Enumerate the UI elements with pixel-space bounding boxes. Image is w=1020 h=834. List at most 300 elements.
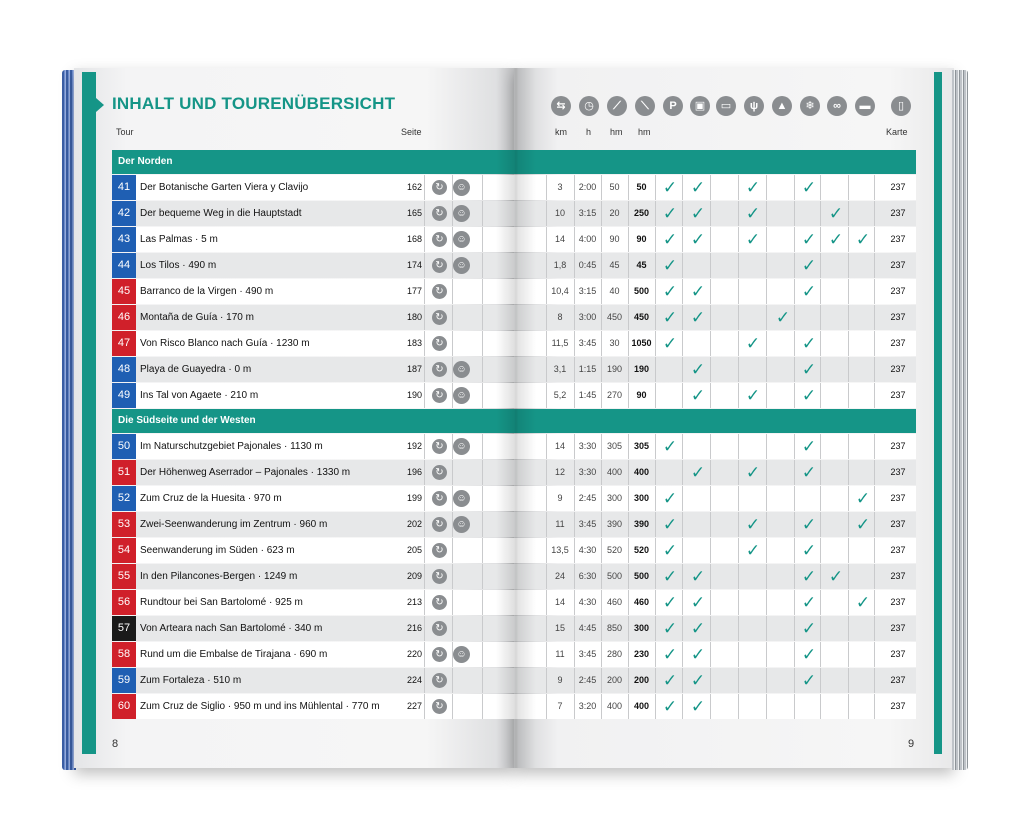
tour-number: 45 <box>112 279 136 304</box>
checkmark-icon: ✓ <box>662 697 678 716</box>
column-divider <box>482 668 483 693</box>
tour-karte: 237 <box>890 208 906 218</box>
route-type-icon: ↻ <box>432 673 447 688</box>
tour-hm2: 450 <box>633 312 650 322</box>
column-divider <box>794 486 795 511</box>
tour-number: 60 <box>112 694 136 719</box>
tour-hm1: 520 <box>606 545 623 555</box>
checkmark-icon: ✓ <box>690 697 706 716</box>
tour-name: Seenwanderung im Süden · 623 m <box>140 545 295 556</box>
column-divider <box>794 460 795 485</box>
tour-hm1: 305 <box>606 441 623 451</box>
tour-hm1: 45 <box>609 260 620 270</box>
column-divider <box>848 279 849 304</box>
checkmark-icon: ✓ <box>801 541 817 560</box>
tour-km: 3 <box>557 182 563 192</box>
column-divider <box>794 383 795 408</box>
column-divider <box>424 590 425 615</box>
tour-hm2: 460 <box>633 597 650 607</box>
column-divider <box>738 279 739 304</box>
tour-number: 52 <box>112 486 136 511</box>
checkmark-icon: ✓ <box>801 567 817 586</box>
column-divider <box>794 253 795 278</box>
column-divider <box>655 538 656 563</box>
page-title: INHALT UND TOURENÜBERSICHT <box>112 94 396 113</box>
tour-km: 14 <box>554 441 565 451</box>
column-divider <box>738 486 739 511</box>
column-divider <box>655 486 656 511</box>
tour-name: Der Höhenweg Aserrador – Pajonales · 1330 m <box>140 467 351 478</box>
column-divider <box>848 305 849 330</box>
column-divider <box>424 564 425 589</box>
tour-hm1: 390 <box>606 519 623 529</box>
checkmark-icon: ✓ <box>801 463 817 482</box>
column-divider <box>655 253 656 278</box>
tour-hm1: 40 <box>609 286 620 296</box>
column-divider <box>766 201 767 226</box>
tour-page: 165 <box>406 208 422 218</box>
tour-karte: 237 <box>890 623 906 633</box>
column-divider <box>655 279 656 304</box>
column-divider <box>482 512 483 537</box>
column-divider <box>794 357 795 382</box>
kids-bear-icon: ☺ <box>453 646 470 663</box>
checkmark-icon: ✓ <box>855 515 871 534</box>
tour-hm2: 400 <box>633 701 650 711</box>
column-divider <box>766 486 767 511</box>
tour-h: 3:30 <box>578 441 597 451</box>
tour-page: 202 <box>406 519 422 529</box>
tour-hm1: 190 <box>606 364 623 374</box>
tour-hm2: 300 <box>633 623 650 633</box>
column-divider <box>424 512 425 537</box>
column-divider <box>424 175 425 200</box>
tour-km: 1,8 <box>553 260 567 270</box>
header-tour: Tour <box>116 127 134 137</box>
column-divider <box>738 668 739 693</box>
column-divider <box>452 279 453 304</box>
tour-km: 10 <box>554 208 565 218</box>
checkmark-icon: ✓ <box>801 334 817 353</box>
tour-h: 3:45 <box>578 338 597 348</box>
column-divider <box>452 616 453 641</box>
checkmark-icon: ✓ <box>775 308 791 327</box>
column-divider <box>794 331 795 356</box>
checkmark-icon: ✓ <box>690 645 706 664</box>
tour-number: 48 <box>112 357 136 382</box>
column-divider <box>710 253 711 278</box>
checkmark-icon: ✓ <box>662 256 678 275</box>
kids-bear-icon: ☺ <box>453 438 470 455</box>
checkmark-icon: ✓ <box>662 567 678 586</box>
column-divider <box>794 564 795 589</box>
column-divider <box>738 434 739 459</box>
tour-name: Las Palmas · 5 m <box>140 234 218 245</box>
tour-page: 213 <box>406 597 422 607</box>
tour-page: 187 <box>406 364 422 374</box>
column-divider <box>424 227 425 252</box>
column-divider <box>848 331 849 356</box>
kids-bear-icon: ☺ <box>453 179 470 196</box>
tour-km: 11 <box>555 519 565 529</box>
route-type-icon: ↻ <box>432 543 447 558</box>
route-type-icon: ↻ <box>432 258 447 273</box>
tour-page: 196 <box>406 467 422 477</box>
tour-page: 177 <box>406 286 422 296</box>
column-divider <box>766 434 767 459</box>
column-divider <box>452 331 453 356</box>
column-divider <box>738 642 739 667</box>
checkmark-icon: ✓ <box>662 515 678 534</box>
column-divider <box>874 279 875 304</box>
checkmark-icon: ✓ <box>801 645 817 664</box>
tour-name: Rund um die Embalse de Tirajana · 690 m <box>140 649 328 660</box>
cable-car-icon: ▭ <box>716 96 736 116</box>
column-divider <box>655 305 656 330</box>
column-divider <box>452 694 453 719</box>
column-divider <box>682 383 683 408</box>
route-type-icon: ↻ <box>432 517 447 532</box>
column-divider <box>794 668 795 693</box>
column-divider <box>655 512 656 537</box>
tour-km: 5,2 <box>553 390 567 400</box>
checkmark-icon: ✓ <box>690 386 706 405</box>
kids-bear-icon: ☺ <box>453 205 470 222</box>
column-divider <box>820 201 821 226</box>
column-divider <box>482 279 483 304</box>
clock-icon: ◷ <box>579 96 599 116</box>
checkmark-icon: ✓ <box>690 593 706 612</box>
page-number-right: 9 <box>908 738 915 750</box>
checkmark-icon: ✓ <box>690 204 706 223</box>
column-divider <box>738 590 739 615</box>
column-divider <box>424 668 425 693</box>
column-divider <box>766 253 767 278</box>
checkmark-icon: ✓ <box>690 567 706 586</box>
column-divider <box>820 305 821 330</box>
column-divider <box>848 486 849 511</box>
route-type-icon: ↻ <box>432 388 447 403</box>
header-hm-up: hm <box>610 127 623 137</box>
checkmark-icon: ✓ <box>745 515 761 534</box>
column-divider <box>738 175 739 200</box>
tour-karte: 237 <box>890 701 906 711</box>
column-divider <box>848 434 849 459</box>
column-divider <box>655 357 656 382</box>
tour-h: 3:20 <box>578 701 597 711</box>
column-divider <box>655 694 656 719</box>
tour-hm2: 250 <box>633 208 650 218</box>
column-divider <box>766 668 767 693</box>
tour-name: Zum Cruz de Siglio · 950 m und ins Mühlental · 770 m <box>140 701 380 712</box>
tour-hm2: 400 <box>633 467 650 477</box>
column-divider <box>655 642 656 667</box>
tour-h: 3:45 <box>578 649 597 659</box>
tour-number: 51 <box>112 460 136 485</box>
column-divider <box>710 486 711 511</box>
checkmark-icon: ✓ <box>662 437 678 456</box>
checkmark-icon: ✓ <box>745 541 761 560</box>
tour-km: 10,4 <box>551 286 569 296</box>
checkmark-icon: ✓ <box>828 230 844 249</box>
tour-name: Playa de Guayedra · 0 m <box>140 364 252 375</box>
tour-h: 3:15 <box>578 286 597 296</box>
tour-hm2: 90 <box>636 390 647 400</box>
tour-hm1: 500 <box>606 571 623 581</box>
tour-hm1: 200 <box>606 675 623 685</box>
column-divider <box>874 253 875 278</box>
header-seite: Seite <box>401 127 422 137</box>
checkmark-icon: ✓ <box>745 463 761 482</box>
tour-karte: 237 <box>890 260 906 270</box>
tour-hm2: 190 <box>633 364 650 374</box>
header-hm-down: hm <box>638 127 651 137</box>
checkmark-icon: ✓ <box>690 619 706 638</box>
kids-bear-icon: ☺ <box>453 387 470 404</box>
column-divider <box>738 357 739 382</box>
tour-karte: 237 <box>890 364 906 374</box>
tour-karte: 237 <box>890 312 906 322</box>
title-arrow-icon <box>96 98 104 112</box>
tour-page: 216 <box>406 623 422 633</box>
tour-karte: 237 <box>890 597 906 607</box>
column-divider <box>766 460 767 485</box>
column-divider <box>710 538 711 563</box>
header-karte: Karte <box>886 127 908 137</box>
column-divider <box>738 564 739 589</box>
column-divider <box>655 331 656 356</box>
tour-number: 57 <box>112 616 136 641</box>
left-accent-bar <box>82 72 96 754</box>
checkmark-icon: ✓ <box>662 593 678 612</box>
tour-karte: 237 <box>890 545 906 555</box>
tour-h: 0:45 <box>578 260 597 270</box>
checkmark-icon: ✓ <box>801 282 817 301</box>
column-divider <box>424 616 425 641</box>
column-divider <box>452 460 453 485</box>
checkmark-icon: ✓ <box>662 282 678 301</box>
tour-name: Barranco de la Virgen · 490 m <box>140 286 274 297</box>
column-divider <box>655 668 656 693</box>
column-divider <box>482 253 483 278</box>
tour-name: Von Arteara nach San Bartolomé · 340 m <box>140 623 323 634</box>
checkmark-icon: ✓ <box>801 178 817 197</box>
tour-karte: 237 <box>890 234 906 244</box>
section-label: Die Südseite und der Westen <box>118 415 256 426</box>
tour-hm2: 500 <box>633 571 650 581</box>
column-divider <box>482 486 483 511</box>
tour-hm1: 300 <box>606 493 623 503</box>
checkmark-icon: ✓ <box>690 671 706 690</box>
column-divider <box>738 253 739 278</box>
column-divider <box>424 460 425 485</box>
tour-page: 168 <box>406 234 422 244</box>
column-divider <box>738 383 739 408</box>
column-divider <box>874 305 875 330</box>
tour-hm2: 520 <box>633 545 650 555</box>
tour-page: 224 <box>406 675 422 685</box>
tour-number: 58 <box>112 642 136 667</box>
route-type-icon: ↻ <box>432 621 447 636</box>
checkmark-icon: ✓ <box>662 541 678 560</box>
column-divider <box>482 642 483 667</box>
column-divider <box>874 460 875 485</box>
tour-hm1: 20 <box>609 208 620 218</box>
tour-page: 199 <box>406 493 422 503</box>
checkmark-icon: ✓ <box>745 230 761 249</box>
column-divider <box>874 383 875 408</box>
column-divider <box>766 642 767 667</box>
column-divider <box>766 564 767 589</box>
column-divider <box>655 590 656 615</box>
column-divider <box>766 279 767 304</box>
checkmark-icon: ✓ <box>828 204 844 223</box>
tour-karte: 237 <box>890 467 906 477</box>
tour-karte: 237 <box>890 493 906 503</box>
column-divider <box>452 564 453 589</box>
ski-pole-icon: ⟍ <box>635 96 655 116</box>
route-type-icon: ↻ <box>432 439 447 454</box>
column-divider <box>794 175 795 200</box>
checkmark-icon: ✓ <box>801 515 817 534</box>
tour-number: 46 <box>112 305 136 330</box>
column-divider <box>766 512 767 537</box>
tour-page: 190 <box>406 390 422 400</box>
route-type-icon: ↻ <box>432 647 447 662</box>
checkmark-icon: ✓ <box>662 308 678 327</box>
tour-name: Zum Fortaleza · 510 m <box>140 675 242 686</box>
bus-icon: ▣ <box>690 96 710 116</box>
column-divider <box>482 175 483 200</box>
bed-icon: ▬ <box>855 96 875 116</box>
column-divider <box>766 538 767 563</box>
checkmark-icon: ✓ <box>801 437 817 456</box>
checkmark-icon: ✓ <box>662 334 678 353</box>
column-divider <box>874 201 875 226</box>
tour-hm2: 390 <box>633 519 650 529</box>
tour-name: Montaña de Guía · 170 m <box>140 312 254 323</box>
column-divider <box>848 253 849 278</box>
tour-km: 14 <box>554 597 565 607</box>
column-divider <box>482 227 483 252</box>
checkmark-icon: ✓ <box>690 230 706 249</box>
tour-number: 43 <box>112 227 136 252</box>
column-divider <box>482 331 483 356</box>
column-divider <box>766 383 767 408</box>
checkmark-icon: ✓ <box>690 282 706 301</box>
column-divider <box>848 538 849 563</box>
checkmark-icon: ✓ <box>662 178 678 197</box>
tour-km: 3,1 <box>553 364 567 374</box>
checkmark-icon: ✓ <box>745 334 761 353</box>
column-divider <box>794 279 795 304</box>
route-type-icon: ↻ <box>432 310 447 325</box>
column-divider <box>452 668 453 693</box>
kids-bear-icon: ☺ <box>453 231 470 248</box>
checkmark-icon: ✓ <box>690 360 706 379</box>
column-divider <box>794 201 795 226</box>
column-divider <box>874 434 875 459</box>
route-type-icon: ↻ <box>432 491 447 506</box>
tour-page: 174 <box>406 260 422 270</box>
column-divider <box>738 201 739 226</box>
column-divider <box>482 434 483 459</box>
column-divider <box>848 512 849 537</box>
column-divider <box>766 305 767 330</box>
tour-hm2: 45 <box>636 260 647 270</box>
tour-km: 11,5 <box>551 338 569 348</box>
column-divider <box>482 460 483 485</box>
tour-name: Rundtour bei San Bartolomé · 925 m <box>140 597 303 608</box>
tour-hm2: 500 <box>633 286 650 296</box>
tour-karte: 237 <box>890 571 906 581</box>
tour-page: 220 <box>406 649 422 659</box>
tour-number: 56 <box>112 590 136 615</box>
column-divider <box>424 486 425 511</box>
checkmark-icon: ✓ <box>662 645 678 664</box>
tour-hm1: 450 <box>606 312 623 322</box>
route-type-icon: ↻ <box>432 362 447 377</box>
tour-page: 162 <box>406 182 422 192</box>
column-divider <box>794 616 795 641</box>
column-divider <box>424 331 425 356</box>
tour-page: 205 <box>406 545 422 555</box>
column-divider <box>424 642 425 667</box>
checkmark-icon: ✓ <box>690 178 706 197</box>
column-divider <box>874 538 875 563</box>
tour-page: 209 <box>406 571 422 581</box>
checkmark-icon: ✓ <box>662 204 678 223</box>
tour-hm1: 90 <box>609 234 620 244</box>
route-type-icon: ↻ <box>432 232 447 247</box>
checkmark-icon: ✓ <box>745 178 761 197</box>
checkmark-icon: ✓ <box>855 593 871 612</box>
column-divider <box>874 616 875 641</box>
tour-km: 7 <box>557 701 563 711</box>
column-divider <box>482 564 483 589</box>
checkmark-icon: ✓ <box>745 386 761 405</box>
column-divider <box>482 616 483 641</box>
column-divider <box>738 227 739 252</box>
tour-hm2: 305 <box>633 441 650 451</box>
tour-name: Von Risco Blanco nach Guía · 1230 m <box>140 338 310 349</box>
tour-number: 50 <box>112 434 136 459</box>
spine-shadow <box>496 68 536 768</box>
column-divider <box>766 590 767 615</box>
column-divider <box>766 616 767 641</box>
checkmark-icon: ✓ <box>801 230 817 249</box>
tour-km: 9 <box>557 675 563 685</box>
checkmark-icon: ✓ <box>801 256 817 275</box>
tour-name: Ins Tal von Agaete · 210 m <box>140 390 259 401</box>
column-divider <box>738 460 739 485</box>
column-divider <box>424 538 425 563</box>
tour-page: 192 <box>406 441 422 451</box>
column-divider <box>820 486 821 511</box>
tour-km: 14 <box>554 234 565 244</box>
column-divider <box>794 434 795 459</box>
header-h: h <box>586 127 592 137</box>
tour-hm2: 50 <box>636 182 647 192</box>
tour-h: 2:00 <box>578 182 597 192</box>
tour-number: 49 <box>112 383 136 408</box>
tour-h: 6:30 <box>578 571 597 581</box>
checkmark-icon: ✓ <box>690 308 706 327</box>
route-type-icon: ↻ <box>432 465 447 480</box>
tour-number: 41 <box>112 175 136 200</box>
tour-km: 9 <box>557 493 563 503</box>
kids-bear-icon: ☺ <box>453 516 470 533</box>
